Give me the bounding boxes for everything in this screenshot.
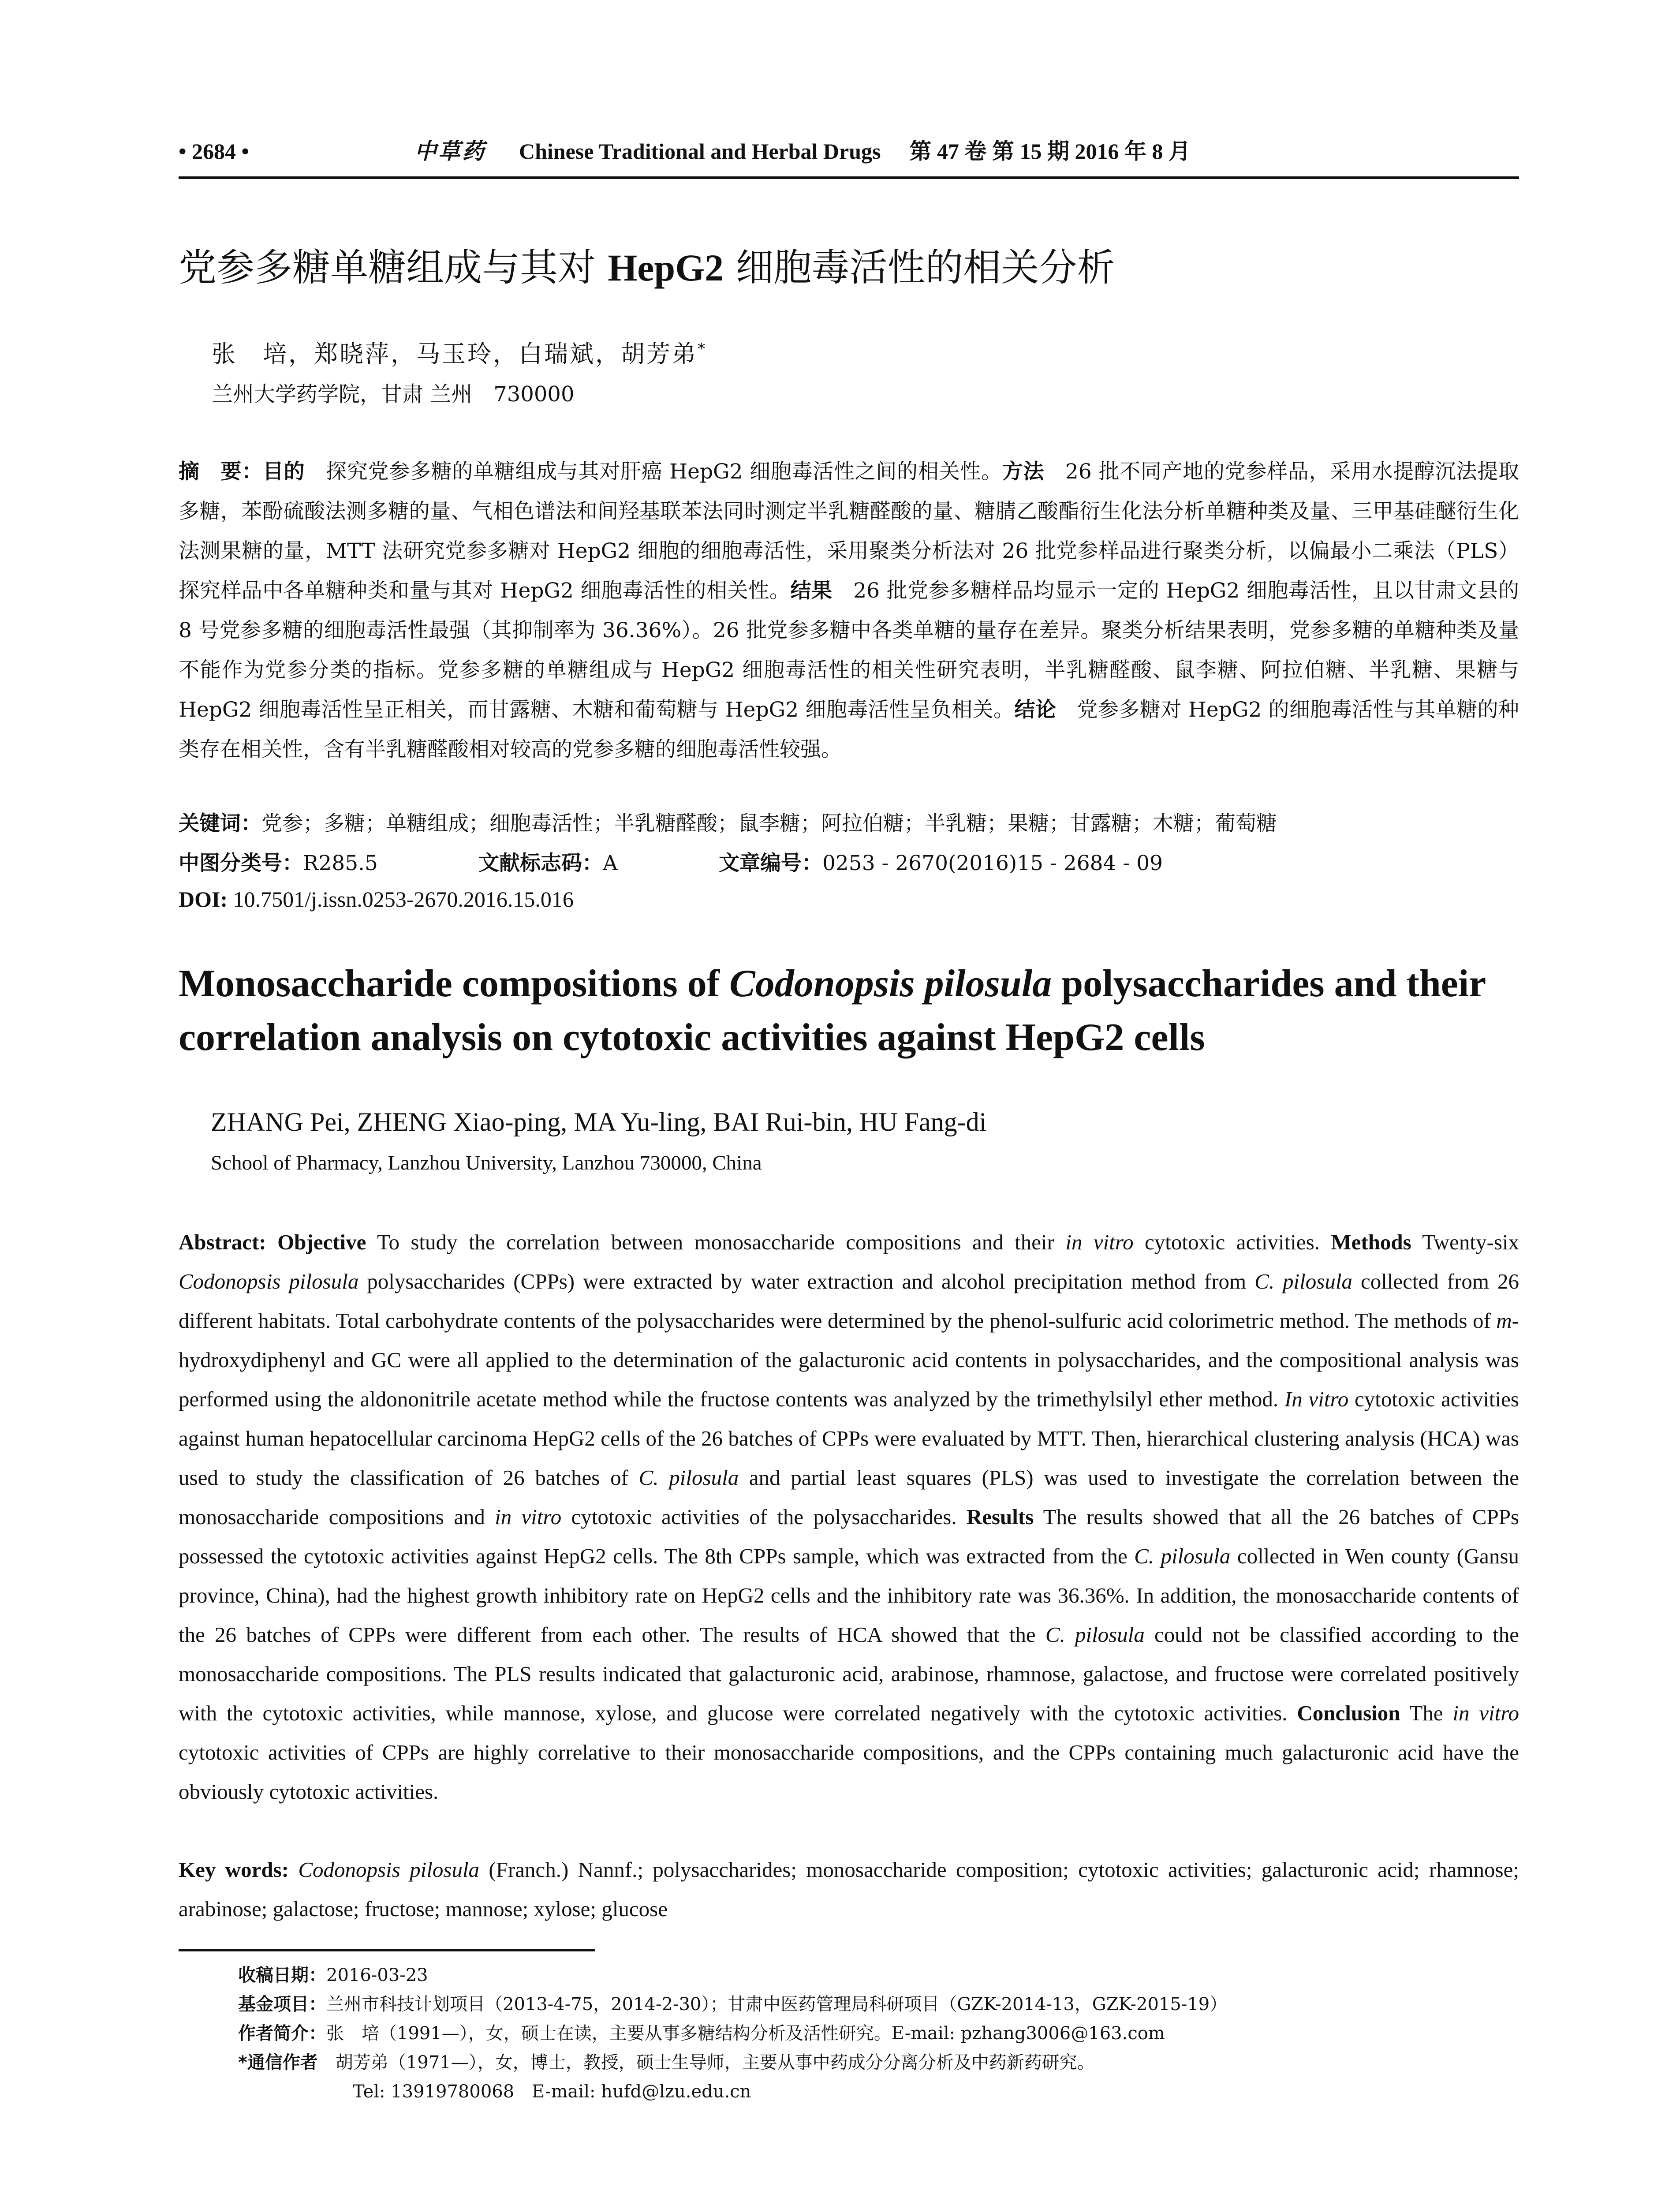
cn-abstract: 摘 要：目的 探究党参多糖的单糖组成与其对肝癌 HepG2 细胞毒活性之间的相关性。方法 26 批不同产地的党参样品，采用水提醇沉法提取多糖，苯酚硫酸法测多糖的量、气相色谱法和间羟基联苯法同时测定半乳糖醛酸的量、糖腈乙酸酯衍生化法分析单糖种类及量、三甲基硅醚衍生化法测果糖的量，MTT 法研究党参多糖对 HepG2 细胞的细胞毒活性，采用聚类分析法对 26 批党参样品进行聚类分析，以偏最小二乘法（PLS）探究样品中各单糖种类和量与其对 HepG2 细胞毒活性的相关性。结果 26 批党参多糖样品均显示一定的 HepG2 细胞毒活性，且以甘肃文县的 8 号党参多糖的细胞毒活性最强（其抑制率为 36.36%）。26 批党参多糖中各类单糖的量存在差异。聚类分析结果表明，党参多糖的单糖种类及量不能作为党参分类的指标。党参多糖的单糖组成与 HepG2 细胞毒活性的相关性研究表明，半乳糖醛酸、鼠李糖、阿拉伯糖、半乳糖、果糖与 HepG2 细胞毒活性呈正相关，而甘露糖、木糖和葡萄糖与 HepG2 细胞毒活性呈负相关。结论 党参多糖对 HepG2 的细胞毒活性与其单糖的种类存在相关性，含有半乳糖醛酸相对较高的党参多糖的细胞毒活性较强。 — [179, 460, 1519, 762]
journal-logo: 中草药 — [414, 138, 486, 164]
footnote-author-bio: 作者简介：张 培（1991—），女，硕士在读，主要从事多糖结构分析及活性研究。E-mail: pzhang3006@163.com — [238, 2023, 1165, 2044]
en-title: Monosaccharide compositions of Codonopsis pilosula polysaccharides and their correlation analysis on cytotoxic activities against HepG2 cells — [179, 962, 1486, 1059]
cn-article-no: 文章编号：0253 - 2670(2016)15 - 2684 - 09 — [719, 851, 1163, 875]
en-keywords: Key words: Codonopsis pilosula (Franch.) Nannf.; polysaccharides; monosaccharide composition; cytotoxic activities; galacturonic acid; rhamnose; arabinose; galactose; fructose; mannose; xylose; glucose — [179, 1857, 1519, 1921]
cn-doc-code: 文献标志码：A — [478, 851, 618, 875]
cn-affiliation: 兰州大学药学院，甘肃 兰州 730000 — [212, 382, 575, 407]
footnote-rule — [179, 1949, 595, 1951]
cn-clc: 中图分类号：R285.5 — [179, 851, 378, 875]
en-authors: ZHANG Pei, ZHENG Xiao-ping, MA Yu-ling, BAI Rui-bin, HU Fang-di — [211, 1107, 987, 1136]
cn-authors: 张 培，郑晓萍，马玉玲，白瑞斌，胡芳弟* — [212, 340, 707, 368]
en-abstract: Abstract: Objective To study the correlation between monosaccharide compositions and their in vitro cytotoxic activities. Methods Twenty-six Codonopsis pilosula polysaccharides (CPPs) were extracted by water extraction and alcohol precipitation method from C. pilosula collected from 26 different habitats. Total carbohydrate contents of the polysaccharides were determined by the phenol-sulfuric acid colorimetric method. The methods of m-hydroxydiphenyl and GC were all applied to the determination of the galacturonic acid contents in polysaccharides, and the compositional analysis was performed using the aldononitrile acetate method while the fructose contents was analyzed by the trimethylsilyl ether method. In vitro cytotoxic activities against human hepatocellular carcinoma HepG2 cells of the 26 batches of CPPs were evaluated by MTT. Then, hierarchical clustering analysis (HCA) was used to study the classification of 26 batches of C. pilosula and partial least squares (PLS) was used to investigate the correlation between the monosaccharide compositions and in vitro cytotoxic activities of the polysaccharides. Results The results showed that all the 26 batches of CPPs possessed the cytotoxic activities against HepG2 cells. The 8th CPPs sample, which was extracted from the C. pilosula collected in Wen county (Gansu province, China), had the highest growth inhibitory rate on HepG2 cells and the inhibitory rate was 36.36%. In addition, the monosaccharide contents of the 26 batches of CPPs were different from each other. The results of HCA showed that the C. pilosula could not be classified according to the monosaccharide compositions. The PLS results indicated that galacturonic acid, arabinose, rhamnose, galactose, and fructose were correlated positively with the cytotoxic activities, while mannose, xylose, and glucose were correlated negatively with the cytotoxic activities. Conclusion The in vitro cytotoxic activities of CPPs are highly correlative to their monosaccharide compositions, and the CPPs containing much galacturonic acid have the obviously cytotoxic activities. — [179, 1230, 1519, 1804]
header-rule — [179, 176, 1519, 179]
journal-name: Chinese Traditional and Herbal Drugs — [519, 139, 881, 164]
footnote-received: 收稿日期：2016-03-23 — [238, 1965, 428, 1985]
footnote-corresponding: *通信作者 胡芳弟（1971—），女，博士，教授，硕士生导师，主要从事中药成分分离分析及中药新药研究。 — [238, 2052, 1095, 2073]
doi: DOI: 10.7501/j.issn.0253-2670.2016.15.016 — [179, 887, 574, 912]
cn-title: 党参多糖单糖组成与其对 HepG2 细胞毒活性的相关分析 — [179, 246, 1115, 290]
footnote-contact: Tel: 13919780068 E-mail: hufd@lzu.edu.cn — [353, 2082, 751, 2102]
footnote-fund: 基金项目：兰州市科技计划项目（2013-4-75，2014-2-30）；甘肃中医药管理局科研项目（GZK-2014-13，GZK-2015-19） — [238, 1994, 1228, 2014]
journal-header — [414, 140, 1191, 162]
cn-keywords: 关键词：党参；多糖；单糖组成；细胞毒活性；半乳糖醛酸；鼠李糖；阿拉伯糖；半乳糖；果糖；甘露糖；木糖；葡萄糖 — [179, 811, 1277, 836]
en-affiliation: School of Pharmacy, Lanzhou University, Lanzhou 730000, China — [211, 1151, 762, 1174]
journal-issue: 第 47 卷 第 15 期 2016 年 8 月 — [909, 139, 1191, 164]
page-number: • 2684 • — [179, 139, 250, 164]
